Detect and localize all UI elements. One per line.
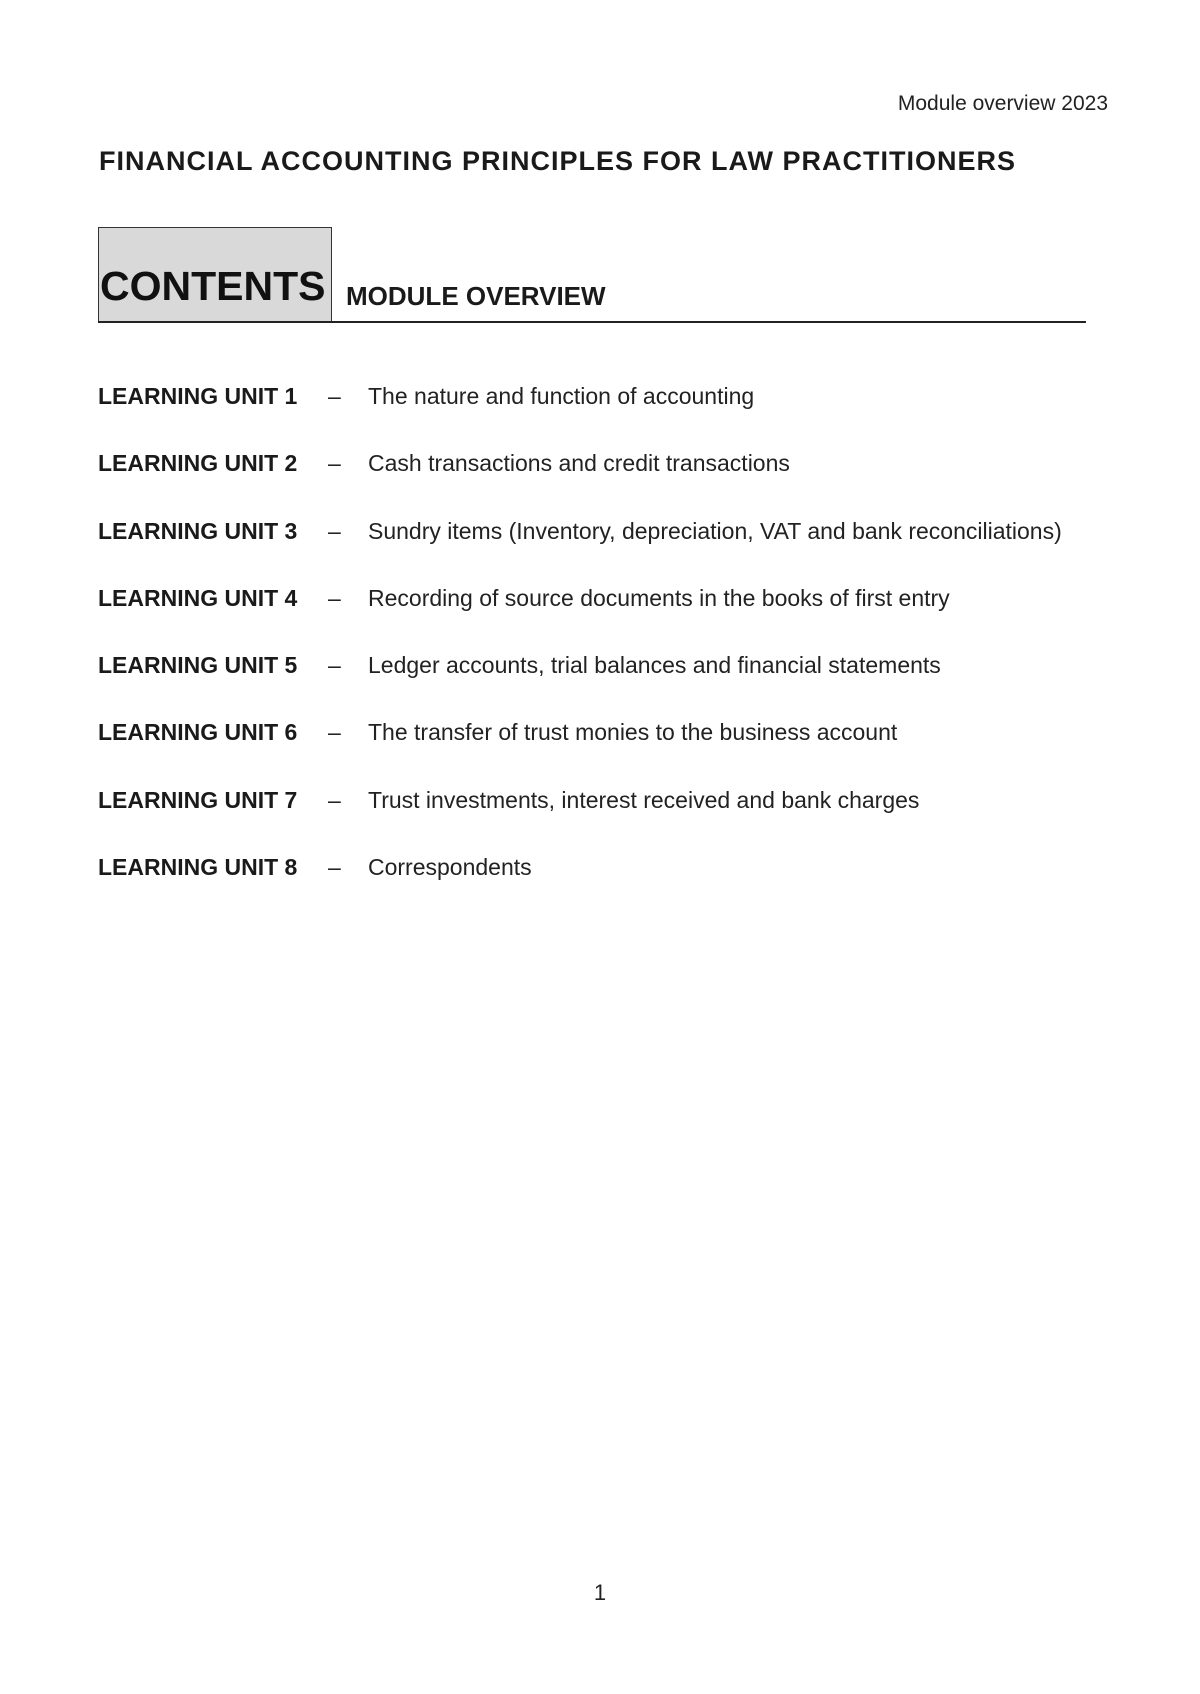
learning-unit-dash: – [328, 719, 341, 746]
learning-unit-dash: – [328, 383, 341, 409]
learning-unit-label: LEARNING UNIT 5 [98, 652, 298, 679]
learning-unit-label: LEARNING UNIT 8 [98, 854, 298, 881]
learning-unit-description: Recording of source documents in the books of first entry [368, 584, 950, 611]
learning-unit-description: Ledger accounts, trial balances and financial statements [368, 652, 941, 679]
learning-unit-dash: – [328, 517, 341, 544]
learning-unit-dash: – [328, 450, 341, 477]
learning-unit-description: Trust investments, interest received and bank charges [368, 786, 920, 813]
learning-unit-label: LEARNING UNIT 7 [98, 786, 298, 813]
running-header: Module overview 2023 [897, 92, 1108, 115]
learning-unit-label: LEARNING UNIT 4 [98, 584, 298, 611]
page-number: 1 [593, 1580, 607, 1605]
learning-unit-label: LEARNING UNIT 1 [98, 383, 298, 409]
learning-unit-label: LEARNING UNIT 2 [98, 450, 298, 477]
learning-unit-dash: – [328, 652, 341, 679]
learning-unit-label: LEARNING UNIT 3 [98, 517, 298, 544]
learning-unit-label: LEARNING UNIT 6 [98, 719, 298, 746]
document-title: FINANCIAL ACCOUNTING PRINCIPLES FOR LAW PRACTITIONERS [99, 146, 1016, 176]
learning-unit-description: Cash transactions and credit transactions [368, 450, 790, 477]
learning-unit-description: Correspondents [368, 854, 532, 881]
contents-label: CONTENTS [100, 263, 326, 309]
learning-unit-description: Sundry items (Inventory, depreciation, VAT and bank reconciliations) [368, 517, 1062, 544]
learning-unit-description: The transfer of trust monies to the business account [368, 719, 898, 746]
learning-unit-dash: – [328, 584, 341, 611]
learning-unit-dash: – [328, 854, 341, 881]
heading-rule [98, 321, 1086, 323]
section-heading: MODULE OVERVIEW [346, 281, 606, 311]
learning-unit-dash: – [328, 786, 341, 813]
learning-unit-description: The nature and function of accounting [368, 383, 755, 409]
